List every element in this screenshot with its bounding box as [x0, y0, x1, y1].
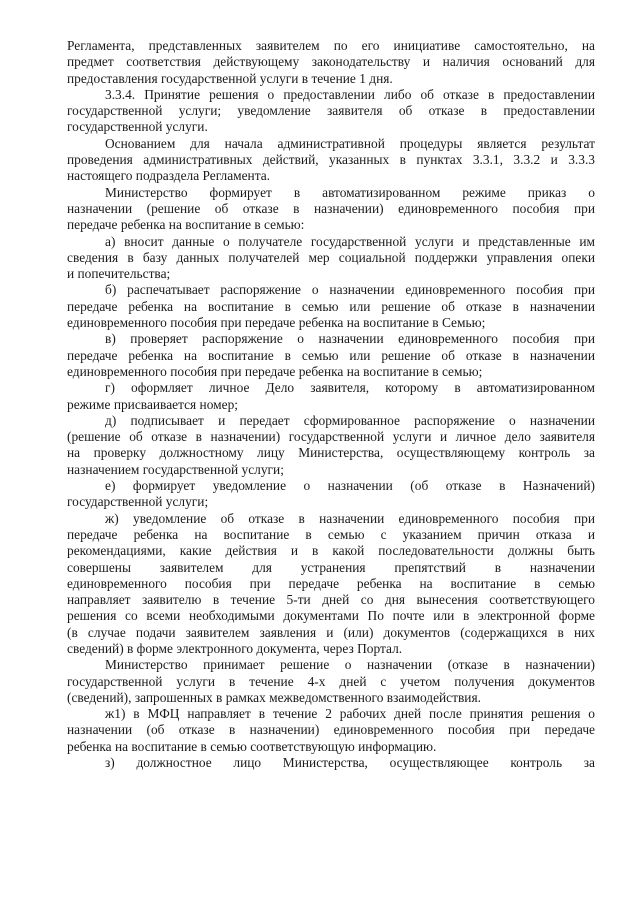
paragraph-line: проведения административных действий, указанных в пунктах 3.3.1, 3.3.2 и 3.3.3: [67, 152, 595, 168]
paragraph-line: передаче ребенка на воспитание в семью:: [67, 217, 305, 233]
paragraph-line: передаче ребенка на воспитание в семью с указанием причин отказа и: [67, 526, 595, 542]
paragraph-line: а) вносит данные о получателе государственной услуги и представленные им: [105, 233, 595, 249]
paragraph-line: совершены заявителем для устранения препятствий в назначении: [67, 559, 595, 575]
paragraph-line: государственной услуги; уведомление заявителя об отказе в предоставлении: [67, 103, 595, 119]
paragraph-line: режиме присваивается номер;: [67, 396, 238, 412]
paragraph-line: рекомендациями, какие действия и в какой последовательности должны быть: [67, 543, 595, 559]
paragraph-line: государственной услуги в течение 4-х дней с учетом получения документов: [67, 673, 595, 689]
paragraph-line: передаче ребенка на воспитание в семью или решение об отказе в назначении: [67, 347, 595, 363]
paragraph-line: и попечительства;: [67, 266, 171, 282]
paragraph-line: г) оформляет личное Дело заявителя, которому в автоматизированном: [105, 380, 595, 396]
paragraph-line: ж) уведомление об отказе в назначении единовременного пособия при: [105, 510, 595, 526]
paragraph-line: единовременного пособия при передаче ребенка на воспитание в семью: [67, 575, 595, 591]
paragraph-line: Регламента, представленных заявителем по его инициативе самостоятельно, на: [67, 38, 595, 53]
paragraph-line: (сведений), запрошенных в рамках межведомственного взаимодействия.: [67, 689, 481, 705]
paragraph-line: 3.3.4. Принятие решения о предоставлении либо об отказе в предоставлении: [105, 86, 595, 102]
paragraph-line: ребенка на воспитание в семью соответствующую информацию.: [67, 738, 437, 754]
paragraph-line: сведения в базу данных получателей мер социальной поддержки управления опеки: [67, 249, 595, 265]
document-page: [67, 38, 595, 771]
paragraph-line: е) формирует уведомление о назначении (об отказе в Назначений): [105, 478, 595, 494]
paragraph-line: д) подписывает и передает сформированное распоряжение о назначении: [105, 412, 595, 428]
paragraph-line: на проверку должностному лицу Министерства, осуществляющему контроль за: [67, 445, 595, 461]
paragraph-line: предоставления государственной услуги в течение 1 дня.: [67, 70, 393, 86]
paragraph-line: государственной услуги.: [67, 119, 208, 135]
paragraph-line: единовременного пособия при передаче ребенка на воспитание в Семью;: [67, 315, 486, 331]
paragraph-line: сведений) в форме электронного документа, через Портал.: [67, 640, 403, 656]
paragraph-line: государственной услуги;: [67, 494, 209, 510]
paragraph-line: настоящего подраздела Регламента.: [67, 168, 271, 184]
paragraph-line: назначении (решение об отказе в назначении) единовременного пособия при: [67, 200, 595, 216]
paragraph-line: единовременного пособия при передаче ребенка на воспитание в семью;: [67, 363, 483, 379]
paragraph-line: (в случае подачи заявителем заявления и (или) документов (содержащихся в них: [67, 624, 595, 640]
paragraph-line: б) распечатывает распоряжение о назначении единовременного пособия при: [105, 282, 595, 298]
paragraph-line: назначением государственной услуги;: [67, 461, 284, 477]
paragraph-line: передаче ребенка на воспитание в семью или решение об отказе в назначении: [67, 298, 595, 314]
paragraph-line: назначении (об отказе в назначении) единовременного пособия при передаче: [67, 722, 595, 738]
paragraph-line: в) проверяет распоряжение о назначении единовременного пособия при: [105, 331, 595, 347]
paragraph-line: предмет соответствия действующему законодательству и наличия оснований для: [67, 54, 595, 70]
paragraph-line: (решение об отказе в назначении) государственной услуги и личное дело заявителя: [67, 429, 595, 445]
paragraph-line: направляет заявителю в течение 5-ти дней со дня вынесения соответствующего: [67, 592, 595, 608]
paragraph-line: Основанием для начала административной процедуры является результат: [105, 135, 595, 151]
paragraph-line: Министерство принимает решение о назначении (отказе в назначении): [105, 657, 595, 673]
paragraph-line: ж1) в МФЦ направляет в течение 2 рабочих дней после принятия решения о: [105, 706, 595, 722]
paragraph-line: решения со всеми необходимыми документами По почте или в электронной форме: [67, 608, 595, 624]
paragraph-line: Министерство формирует в автоматизированном режиме приказ о: [105, 184, 595, 200]
paragraph-line: з) должностное лицо Министерства, осуществляющее контроль за: [105, 755, 595, 771]
